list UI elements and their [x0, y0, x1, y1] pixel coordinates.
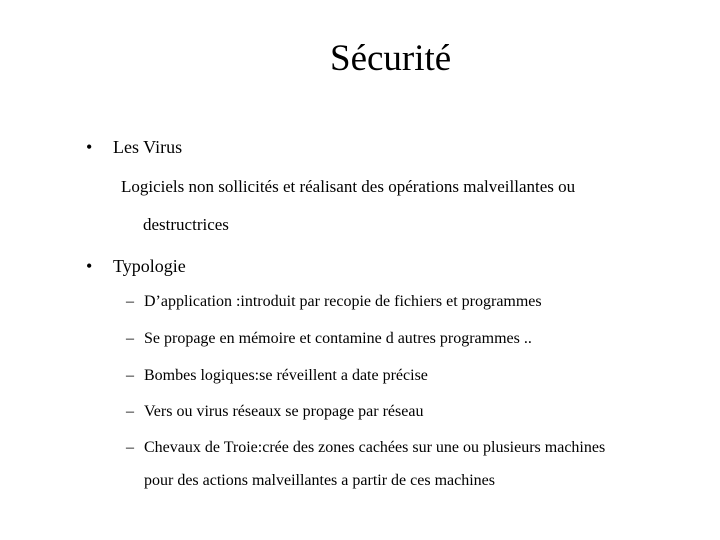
list-item: Bombes logiques:se réveillent a date précise: [144, 367, 428, 384]
list-item-continuation: pour des actions malveillantes a partir de ces machines: [144, 472, 495, 489]
list-item: Chevaux de Troie:crée des zones cachées sur une ou plusieurs machines: [144, 439, 606, 456]
dash-icon: –: [126, 367, 134, 384]
slide-title: Sécurité: [330, 38, 452, 79]
section-heading-virus: Les Virus: [113, 137, 183, 157]
dash-icon: –: [126, 403, 134, 420]
list-item: D’application :introduit par recopie de fichiers et programmes: [144, 293, 542, 310]
dash-icon: –: [126, 439, 134, 456]
bullet-icon: •: [86, 137, 93, 157]
dash-icon: –: [126, 293, 134, 310]
list-item: Se propage en mémoire et contamine d autres programmes ..: [144, 330, 532, 347]
list-item: Vers ou virus réseaux se propage par réseau: [144, 403, 424, 420]
virus-description-line1: Logiciels non sollicités et réalisant des opérations malveillantes ou: [121, 177, 576, 196]
virus-description-line2: destructrices: [143, 215, 229, 234]
bullet-icon: •: [86, 256, 93, 276]
section-heading-typologie: Typologie: [113, 256, 186, 276]
dash-icon: –: [126, 330, 134, 347]
